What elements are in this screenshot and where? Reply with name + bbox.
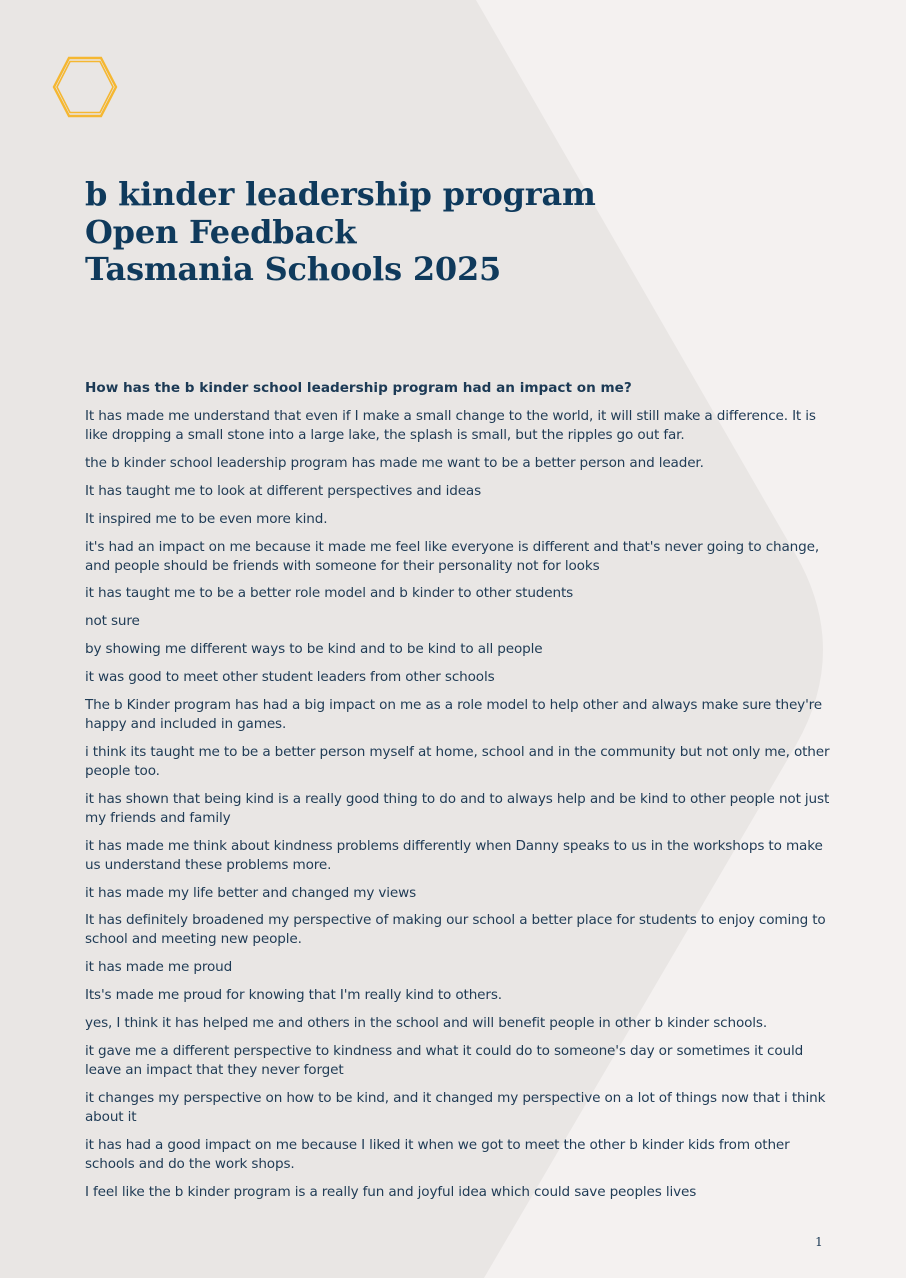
answer-item: It inspired me to be even more kind. <box>85 510 328 527</box>
answer-item: The b Kinder program has had a big impact on me as a role model to help other and always make sure they're happy and included in games. <box>85 697 823 733</box>
answer-item: I feel like the b kinder program is a really fun and joyful idea which could save peoples lives <box>85 1183 697 1200</box>
question-heading: How has the b kinder school leadership program had an impact on me? <box>85 380 632 396</box>
answer-item: It has taught me to look at different perspectives and ideas <box>85 482 482 499</box>
answer-item: it's had an impact on me because it made me feel like everyone is different and that's never going to change, and people should be friends with someone for their personality not for looks <box>85 538 820 574</box>
answer-item: it has shown that being kind is a really good thing to do and to always help and be kind to other people not just my friends and family <box>85 790 830 826</box>
answer-item: not sure <box>85 613 140 630</box>
answer-item: i think its taught me to be a better person myself at home, school and in the community but not only me, other people too. <box>85 743 830 779</box>
answer-item: it was good to meet other student leaders from other schools <box>85 669 495 686</box>
title-line-subtitle: Open Feedback <box>85 212 357 251</box>
page-number: 1 <box>815 1235 823 1249</box>
answer-item: It has definitely broadened my perspective of making our school a better place for students to enjoy coming to school and meeting new people. <box>85 912 826 948</box>
answer-item: yes, I think it has helped me and others in the school and will benefit people in other b kinder schools. <box>85 1015 768 1032</box>
answer-item: it has taught me to be a better role model and b kinder to other students <box>85 585 574 602</box>
answer-item: by showing me different ways to be kind and to be kind to all people <box>85 641 543 658</box>
answer-item: it has made my life better and changed my views <box>85 884 417 901</box>
answer-list <box>85 407 830 1202</box>
document-title <box>85 176 596 289</box>
answer-item: it has made me think about kindness problems differently when Danny speaks to us in the workshops to make us understand these problems more. <box>85 837 823 873</box>
feedback-section <box>85 379 830 1211</box>
answer-item: it has made me proud <box>85 959 233 976</box>
title-line-program: b kinder leadership program <box>85 175 596 213</box>
hexagon-logo-icon <box>52 56 118 118</box>
answer-item: It has made me understand that even if I make a small change to the world, it will still make a difference. It is like dropping a small stone into a large lake, the splash is small, but the ripples go out far. <box>85 408 816 443</box>
title-line-region-year: Tasmania Schools 2025 <box>85 250 502 288</box>
answer-item: Its's made me proud for knowing that I'm really kind to others. <box>85 987 502 1004</box>
answer-item: the b kinder school leadership program has made me want to be a better person and leader. <box>85 454 704 471</box>
answer-item: it gave me a different perspective to kindness and what it could do to someone's day or sometimes it could leave an impact that they never forget <box>85 1043 804 1079</box>
answer-item: it has had a good impact on me because I liked it when we got to meet the other b kinder kids from other schools and do the work shops. <box>85 1136 790 1172</box>
answer-item: it changes my perspective on how to be kind, and it changed my perspective on a lot of things now that i think about it <box>85 1089 826 1125</box>
